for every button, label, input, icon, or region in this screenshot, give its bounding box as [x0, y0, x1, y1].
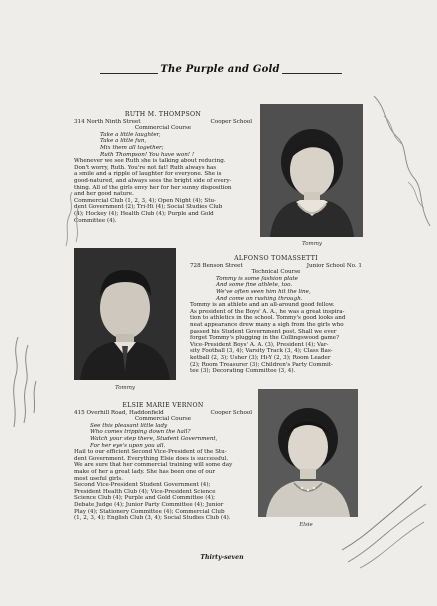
poem-line: For her eye's upon you all.	[90, 442, 166, 449]
poem-line: Watch your step there, Student Government,	[90, 435, 218, 442]
bio-line: a smile and a ripple of laughter for everyone. She is	[74, 171, 222, 178]
activities-line: Debate Judge (4); Junior Party Committee (4); Junior	[74, 501, 224, 508]
handwritten-signature-vertical	[58, 190, 88, 250]
entry-elsie-vernon	[74, 403, 252, 522]
activities-line: Play (4); Stationery Committee (4); Commercial Club	[74, 508, 225, 515]
student-course: Technical Course	[251, 269, 301, 276]
activities	[74, 198, 252, 224]
activities-line: tee (3); Decorating Committee (3, 4).	[190, 368, 296, 375]
bio-paragraph	[74, 449, 252, 482]
bio-line: As president of the Boys' A. A., he was a great inspira-	[190, 308, 345, 315]
student-course: Commercial Course	[134, 125, 192, 132]
bio-line: forget Tommy's plugging in the Collingswood game?	[190, 335, 340, 342]
student-name: RUTH M. THOMPSON	[124, 111, 202, 118]
entry-alfonso-tomassetti	[190, 256, 362, 375]
activities-line: Science Club (4); Purple and Gold Committee (4);	[74, 495, 216, 502]
student-school: Junior School No. 1	[306, 262, 362, 269]
activities-line: Vice-President Boys' A. A. (3), President (4); Var-	[190, 341, 329, 348]
poem	[190, 276, 362, 302]
handwritten-signature-left	[4, 315, 44, 435]
poem	[74, 132, 252, 158]
activities-line: (1, 2, 3, 4); English Club (3, 4); Social Studies Club (4).	[74, 515, 231, 522]
header-rule-right	[282, 73, 342, 74]
bio-line: most useful girls.	[74, 475, 124, 482]
portrait-caption: Tommy	[114, 385, 136, 391]
page-number: Thirty-seven	[200, 554, 244, 561]
activities-line: ketball (2, 3); Usher (3); Hi-Y (2, 3); Room Leader	[190, 354, 331, 361]
entry-ruth-thompson	[74, 112, 252, 224]
poem	[74, 423, 252, 449]
portrait-alfonso-tomassetti	[74, 248, 176, 380]
bio-line: Whenever we see Ruth she is talking about reducing.	[74, 158, 226, 165]
bio-line: tion to athletics in the school. Tommy's good looks and	[190, 315, 346, 322]
poem-line: And come on rushing through.	[216, 295, 303, 302]
bio-line: neat appearance drew many a sigh from the girls who	[190, 321, 344, 328]
page-header-title: The Purple and Gold	[160, 64, 280, 75]
portrait-caption: Elsie	[299, 522, 313, 528]
poem-line: Ruth Thompson! You have won! !	[100, 151, 195, 158]
activities	[74, 482, 252, 522]
bio-line: thing. All of the girls envy her for her sunny disposition	[74, 184, 232, 191]
activities-line: dent Government (2); Tri-Hi (4); Social Studies Club	[74, 204, 223, 211]
portrait-image	[260, 104, 363, 237]
activities-line: Committee (4).	[74, 217, 117, 224]
address-line	[190, 263, 362, 270]
activities-line: President Health Club (4); Vice-President Science	[74, 488, 216, 495]
activities-line: (2); Room Treasurer (3); Children's Party Commit-	[190, 361, 333, 368]
bio-line: We are sure that her commercial training will some day	[74, 462, 233, 469]
activities-line: Commercial Club (1, 2, 3, 4); Open Night (4); Stu-	[74, 197, 216, 204]
poem-line: See this pleasant little lady	[90, 422, 168, 429]
portrait-ruth-thompson	[260, 104, 363, 237]
bio-line: Hail to our efficient Second Vice-President of the Stu-	[74, 449, 227, 456]
handwritten-signature-top-right	[368, 86, 436, 236]
address-line	[74, 410, 252, 417]
poem-line: Tommy is some fashion plate	[216, 275, 298, 282]
student-address: 415 Overhill Road, Haddonfield	[74, 409, 164, 416]
bio-line: Tommy is an athlete and an all-around good fellow.	[190, 302, 335, 309]
student-address: 314 North Ninth Street	[74, 118, 141, 125]
poem-line: Take a little laughter,	[100, 131, 161, 138]
poem-line: Who comes tripping down the hall?	[90, 429, 191, 436]
poem-line: Take a little fun,	[100, 138, 147, 145]
student-school: Cooper School	[210, 409, 252, 416]
handwritten-signature-bottom-right	[336, 476, 432, 572]
student-course: Commercial Course	[134, 416, 192, 423]
bio-line: dent Government. Everything Elsie does is successful.	[74, 455, 229, 462]
bio-line: and her good nature.	[74, 191, 134, 198]
student-address: 728 Benson Street	[190, 262, 243, 269]
bio-line: good-natured, and always sees the bright side of every-	[74, 177, 232, 184]
activities-line: (4); Hockey (4); Health Club (4); Purple and Gold	[74, 210, 214, 217]
poem-line: Mix them all together;	[100, 144, 164, 151]
poem-line: We've often seen him hit the line,	[216, 288, 311, 295]
bio-line: passed his Student Government post. Shall we ever	[190, 328, 337, 335]
address-line	[74, 119, 252, 126]
portrait-caption: Tommy	[301, 241, 323, 247]
activities-line: sity Football (3, 4); Varsity Track (3, 4); Class Bas-	[190, 348, 333, 355]
activities	[190, 342, 362, 375]
student-school: Cooper School	[210, 118, 252, 125]
poem-line: And some fine athlete, too.	[216, 282, 293, 289]
student-name: ALFONSO TOMASSETTI	[234, 255, 318, 262]
bio-line: Don't worry, Ruth. You're not fat! Ruth always has	[74, 164, 217, 171]
header-rule-left	[100, 73, 158, 74]
portrait-image	[74, 248, 176, 380]
bio-paragraph	[190, 302, 362, 342]
student-name: ELSIE MARIE VERNON	[122, 402, 204, 409]
bio-paragraph	[74, 158, 252, 198]
bio-line: make of her a great lady. She has been one of our	[74, 468, 216, 475]
activities-line: Second Vice-President Student Government (4);	[74, 482, 211, 489]
